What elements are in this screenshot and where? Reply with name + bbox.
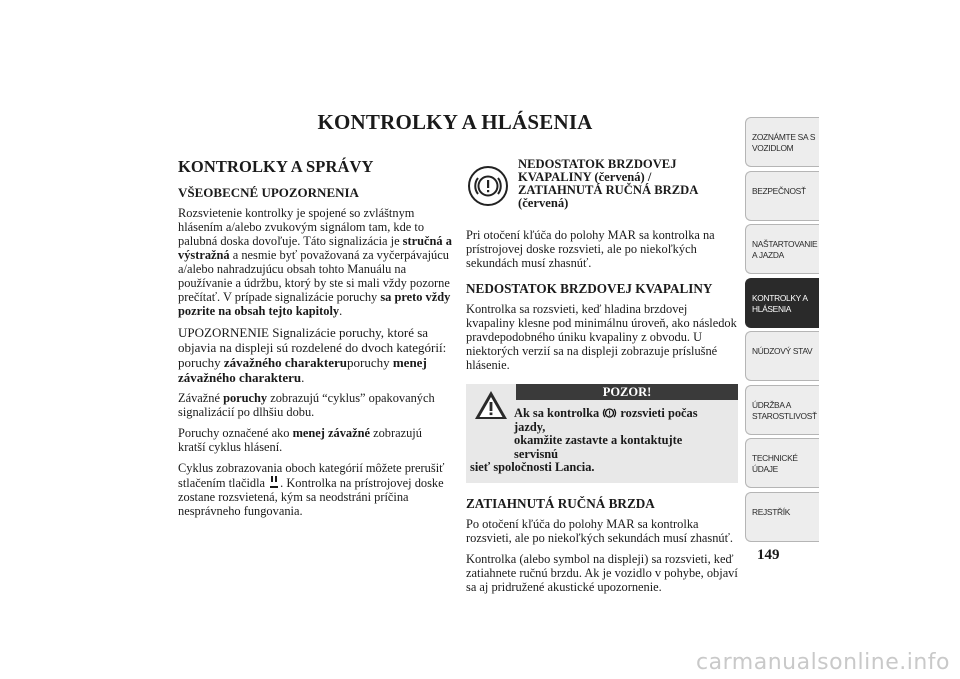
title-line: (červená) [518,196,569,210]
warning-label: POZOR! [516,384,738,400]
display-button-icon [270,475,278,488]
tab-label: ÚDRŽBA A [752,399,792,410]
tab-label: REJSTŘÍK [752,506,791,517]
brake-intro-paragraph: Pri otočení kľúča do polohy MAR sa kontrolka na prístrojovej doske rozsvieti, ale po niekoľkých sekundách musí zhasnúť. [466,228,715,270]
tab-label: BEZPEČNOSŤ [752,185,806,196]
text: Poruchy označené ako [178,426,293,440]
brake-warning-header [466,158,738,228]
chapter-tabs [745,117,819,545]
general-warnings-heading: VŠEOBECNÉ UPOZORNENIA [178,185,359,200]
tab-label: STAROSTLIVOSŤ [752,410,817,421]
fluid-heading: NEDOSTATOK BRZDOVEJ KVAPALINY [466,281,713,296]
tab-label: VOZIDLOM [752,143,794,153]
right-column [466,158,738,601]
tab-label: NÚDZOVÝ STAV [752,346,813,356]
tab-label: ÚDAJE [752,464,778,474]
bold-text: menej závažné [292,426,370,440]
warning-box [466,384,738,483]
text: . Kontrolka na prístrojovej doske zostane rozsvietená, kým sa neodstráni príčina nesprávneho fungovania. [178,476,444,518]
text: . [339,304,343,318]
brake-mini-icon [602,406,617,420]
bold-text: stručná a výstražná [178,234,452,262]
tab-kontrolky[interactable] [745,278,819,328]
section-title: KONTROLKY A SPRÁVY [178,157,374,176]
fluid-paragraph: Kontrolka sa rozsvieti, keď hladina brzdovej kvapaliny klesne pod minimálnu úroveň, ako následok pravdepodobného úniku kvapaliny z obvodu. U niektorých verzií sa na displeji zobrazuje príslušné hlásenie. [466,302,737,372]
text: rozsvieti počas jazdy, [514,406,698,434]
tab-bezpecnost[interactable] [745,171,819,221]
tab-udrzba[interactable] [745,385,819,435]
tab-nastartovanie[interactable] [745,224,819,274]
bold-text: sa preto vždy pozrite na obsah tejto kapitoly [178,290,451,318]
paragraph-serious [178,391,452,419]
text: Rozsvietenie kontrolky je spojené so zvláštnym hlásením a/alebo zvukovým signálom tam, kde to palubná doska dovoľuje. Táto signalizácia je [178,206,425,248]
page-title: KONTROLKY A HLÁSENIA [317,110,593,134]
watermark: carmanualsonline.info [696,650,950,675]
paragraph-cycle [178,461,452,518]
paragraph-intro [178,206,452,318]
text: a nesmie byť považovaná za vyčerpávajúcu a/alebo nahradzujúcu obsah tohto Manuálu na používanie a údržbu, ktorý by ste si mali vždy pozorne prečítať. V prípade signalizácie poruchy [178,248,450,304]
bold-text: menej závažného charakteru [178,355,427,385]
tab-nudzovy-stav[interactable] [745,331,819,381]
bold-text: poruchy [223,391,268,405]
title-line: NEDOSTATOK BRZDOVEJ [518,157,677,171]
warning-line: okamžite zastavte a kontaktujte servisnú [514,433,683,461]
tab-technicke[interactable] [745,438,819,488]
text: Ak sa kontrolka [514,406,603,420]
text: zobrazujú “cyklus” opakovaných signalizácií po dlhšiu dobu. [178,391,435,419]
tab-label: TECHNICKÉ [752,453,798,463]
left-column [178,157,452,525]
tab-rejstrik[interactable] [745,492,819,542]
handbrake-paragraph-1: Po otočení kľúča do polohy MAR sa kontrolka rozsvieti, ale po niekoľkých sekundách musí zhasnúť. [466,516,734,545]
tab-zoznamte[interactable] [745,117,819,167]
warning-line [470,406,726,434]
paragraph-categories [178,325,452,385]
title-line: ZATIAHNUTÁ RUČNÁ BRZDA [518,183,699,197]
handbrake-heading: ZATIAHNUTÁ RUČNÁ BRZDA [466,495,655,511]
text: . [301,370,305,385]
page-number: 149 [757,547,780,563]
warning-line: sieť spoločnosti Lancia. [470,460,595,474]
brake-warning-icon [468,166,508,206]
tab-label: NAŠTARTOVANIE [752,239,818,249]
text: UPOZORNENIE Signalizácie poruchy, ktoré sa objavia na displeji sú rozdelené do dvoch kategórií: poruchy [178,325,447,370]
text: zobrazujú kratší cyklus hlásení. [178,426,422,454]
title-line: KVAPALINY (červená) / [518,170,652,184]
text: Cyklus zobrazovania oboch kategórií môžete prerušiť stlačením tlačidla [178,461,445,490]
text: Závažné [178,391,224,405]
text: poruchy [346,355,393,370]
paragraph-less-serious [178,426,452,454]
tab-label: ZOZNÁMTE SA S [752,132,816,142]
tab-label: HLÁSENIA [752,303,792,314]
tab-label: KONTROLKY A [752,292,808,303]
warning-triangle-icon [474,390,508,420]
handbrake-paragraph-2: Kontrolka (alebo symbol na displeji) sa rozsvieti, keď zatiahnete ručnú brzdu. Ak je vozidlo v pohybe, objaví sa aj pridružené akustické upozornenie. [466,551,738,594]
tab-label: A JAZDA [752,250,784,260]
bold-text: závažného charakteru [223,355,347,370]
brake-warning-title [518,158,738,210]
